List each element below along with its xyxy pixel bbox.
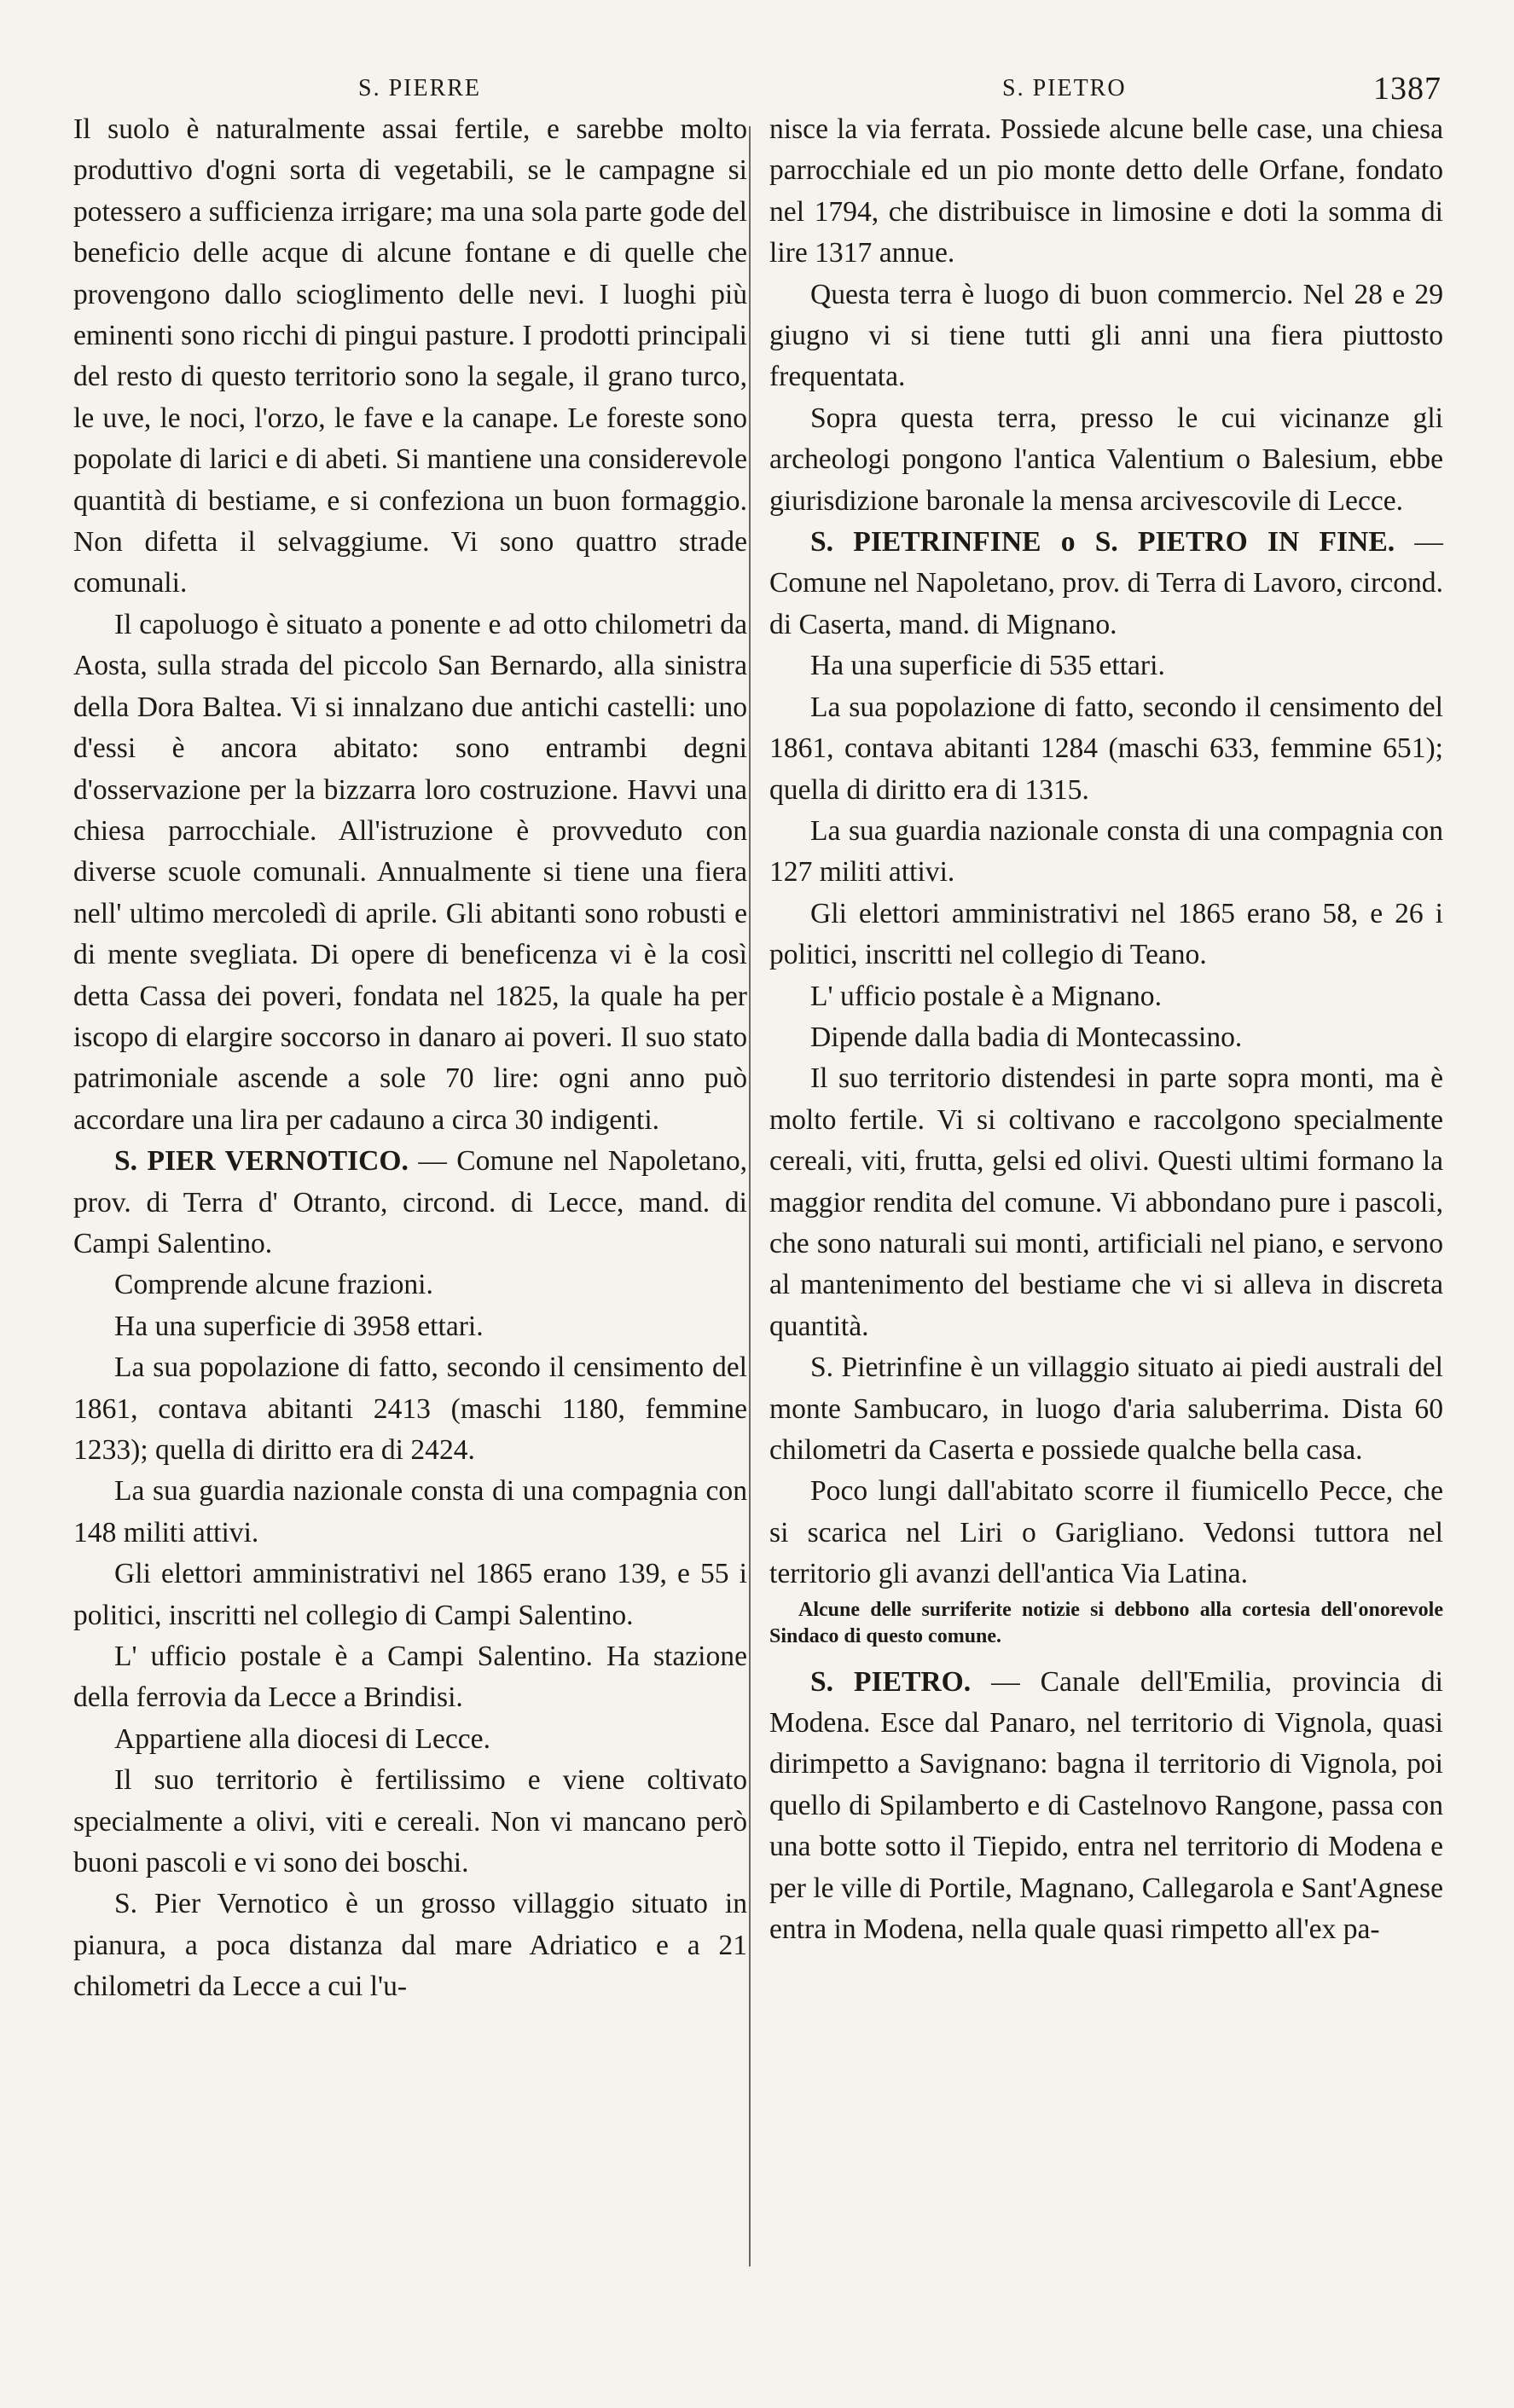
page-number: 1387	[1373, 71, 1441, 107]
footnote	[769, 1597, 1443, 1650]
paragraph	[73, 1471, 747, 1554]
paragraph-text: Sopra questa terra, presso le cui vicinanze gli archeologi pongono l'antica Valentium o Balesium, ebbe giurisdizione baronale la mensa arcivescovile di Lecce.	[769, 402, 1443, 517]
paragraph-text: Ha una superficie di 3958 ettari.	[114, 1310, 484, 1342]
paragraph-text: — Comune nel Napoletano, prov. di Terra di Lavoro, circond. di Caserta, mand. di Mignano.	[769, 526, 1443, 640]
paragraph-text: Il suolo è naturalmente assai fertile, e sarebbe molto produttivo d'ogni sorta di vegetabili, se le campagne si potessero a sufficienza irrigare; ma una sola parte gode del beneficio delle acque di alcune fontane e di quelle che provengono dallo scioglimento delle nevi. I luoghi più eminenti sono ricchi di pingui pasture. I prodotti principali del resto di questo territorio sono la segale, il grano turco, le uve, le noci, l'orzo, le fave e la canape. Le foreste sono popolate di larici e di abeti. Si mantiene una considerevole quantità di bestiame, e si confeziona un buon formaggio. Non difetta il selvaggiume. Vi sono quattro strade comunali.	[73, 113, 747, 599]
paragraph	[769, 275, 1443, 398]
paragraph-text: La sua guardia nazionale consta di una compagnia con 148 militi attivi.	[73, 1475, 747, 1548]
paragraph-text: nisce la via ferrata. Possiede alcune belle case, una chiesa parrocchiale ed un pio monte detto delle Orfane, fondato nel 1794, che distribuisce in limosine e doti la somma di lire 1317 annue.	[769, 113, 1443, 269]
paragraph	[769, 687, 1443, 811]
entry-heading: S. PIETRO.	[810, 1665, 972, 1698]
paragraph-text: Il suo territorio è fertilissimo e viene coltivato specialmente a olivi, viti e cereali. Non vi mancano però buoni pascoli e vi sono dei boschi.	[73, 1764, 747, 1879]
paragraph	[73, 1636, 747, 1719]
paragraph-text: Ha una superficie di 535 ettari.	[810, 650, 1165, 682]
paragraph-text: Appartiene alla diocesi di Lecce.	[114, 1722, 490, 1755]
paragraph	[73, 1719, 747, 1760]
paragraph	[73, 1760, 747, 1884]
paragraph-text: Poco lungi dall'abitato scorre il fiumicello Pecce, che si scarica nel Liri o Garigliano. Vedonsi tuttora nel territorio gli avanzi dell'antica Via Latina.	[769, 1475, 1443, 1590]
footnote-text: Alcune delle surriferite notizie si debbono alla cortesia dell'onorevole Sindaco di questo comune.	[769, 1598, 1443, 1647]
paragraph	[769, 645, 1443, 686]
paragraph	[769, 1058, 1443, 1347]
paragraph	[73, 1265, 747, 1305]
entry-paragraph	[769, 522, 1443, 645]
paragraph-text: La sua popolazione di fatto, secondo il censimento del 1861, contava abitanti 2413 (maschi 1180, femmine 1233); quella di diritto era di 2424.	[73, 1352, 747, 1466]
entry-heading: S. PIETRINFINE o S. PIETRO IN FINE.	[810, 526, 1395, 559]
paragraph	[769, 1017, 1443, 1058]
paragraph-text: Comprende alcune frazioni.	[114, 1269, 433, 1301]
paragraph	[769, 1347, 1443, 1471]
paragraph	[769, 811, 1443, 894]
paragraph	[769, 109, 1443, 275]
paragraph-text: Il suo territorio distendesi in parte sopra monti, ma è molto fertile. Vi si coltivano e raccolgono specialmente cereali, viti, frutta, gelsi ed olivi. Questi ultimi formano la maggior rendita del comune. Vi abbondano pure i pascoli, che sono naturali sui monti, artificiali nel piano, e servono al mantenimento del bestiame che vi si alleva in discreta quantità.	[769, 1062, 1443, 1342]
paragraph-text: Gli elettori amministrativi nel 1865 erano 139, e 55 i politici, inscritti nel collegio di Campi Salentino.	[73, 1558, 747, 1631]
paragraph	[769, 976, 1443, 1017]
paragraph	[73, 1306, 747, 1347]
entry-heading: S. PIER VERNOTICO.	[114, 1145, 409, 1178]
paragraph-text: L' ufficio postale è a Campi Salentino. Ha stazione della ferrovia da Lecce a Brindisi.	[73, 1641, 747, 1714]
paragraph	[769, 398, 1443, 522]
paragraph-text: Gli elettori amministrativi nel 1865 erano 58, e 26 i politici, inscritti nel collegio di Teano.	[769, 897, 1443, 971]
paragraph-text: Questa terra è luogo di buon commercio. Nel 28 e 29 giugno vi si tiene tutti gli anni una fiera piuttosto frequentata.	[769, 278, 1443, 393]
paragraph-text: L' ufficio postale è a Mignano.	[810, 980, 1162, 1012]
header-left-title: S. PIERRE	[358, 75, 482, 101]
paragraph	[73, 605, 747, 1141]
right-column	[769, 109, 1443, 1950]
paragraph-text: La sua guardia nazionale consta di una compagnia con 127 militi attivi.	[769, 814, 1443, 889]
paragraph	[769, 894, 1443, 976]
paragraph	[73, 1554, 747, 1636]
paragraph	[73, 109, 747, 605]
paragraph-text: La sua popolazione di fatto, secondo il censimento del 1861, contava abitanti 1284 (maschi 633, femmine 651); quella di diritto era di 1315.	[769, 691, 1443, 806]
paragraph-text: S. Pier Vernotico è un grosso villaggio situato in pianura, a poca distanza dal mare Adriatico e a 21 chilometri da Lecce a cui l'u-	[73, 1888, 747, 2003]
entry-paragraph	[73, 1141, 747, 1265]
paragraph	[73, 1347, 747, 1471]
paragraph	[769, 1471, 1443, 1595]
paragraph-text: — Canale dell'Emilia, provincia di Modena. Esce dal Panaro, nel territorio di Vignola, quasi dirimpetto a Savignano: bagna il territorio di Vignola, poi quello di Spilamberto e di Castelnovo Rangone, passa con una botte sotto il Tiepido, entra nel territorio di Modena e per le ville di Portile, Magnano, Callegarola e Sant'Agnese entra in Modena, nella quale quasi rimpetto all'ex pa-	[769, 1665, 1443, 1946]
paragraph-text: — Comune nel Napoletano, prov. di Terra d' Otranto, circond. di Lecce, mand. di Campi Salentino.	[73, 1145, 747, 1259]
paragraph	[73, 1884, 747, 2007]
column-divider	[749, 126, 751, 2266]
paragraph-text: Dipende dalla badia di Montecassino.	[810, 1021, 1243, 1053]
paragraph-text: S. Pietrinfine è un villaggio situato ai piedi australi del monte Sambucaro, in luogo d'aria saluberrima. Dista 60 chilometri da Caserta e possiede qualche bella casa.	[769, 1352, 1443, 1466]
paragraph-text: Il capoluogo è situato a ponente e ad otto chilometri da Aosta, sulla strada del piccolo San Bernardo, alla sinistra della Dora Baltea. Vi si innalzano due antichi castelli: uno d'essi è ancora abitato: sono entrambi degni d'osservazione per la bizzarra loro costruzione. Havvi una chiesa parrocchiale. All'istruzione è provveduto con diverse scuole comunali. Annualmente si tiene una fiera nell' ultimo mercoledì di aprile. Gli abitanti sono robusti e di mente svegliata. Di opere di beneficenza vi è la così detta Cassa dei poveri, fondata nel 1825, la quale ha per iscopo di elargire soccorso in danaro ai poveri. Il suo stato patrimoniale ascende a sole 70 lire: ogni anno può accordare una lira per cadauno a circa 30 indigenti.	[73, 608, 747, 1136]
header-center-title: S. PIETRO	[1002, 75, 1127, 101]
running-header	[77, 70, 1441, 113]
entry-paragraph	[769, 1662, 1443, 1951]
left-column	[73, 109, 747, 2008]
